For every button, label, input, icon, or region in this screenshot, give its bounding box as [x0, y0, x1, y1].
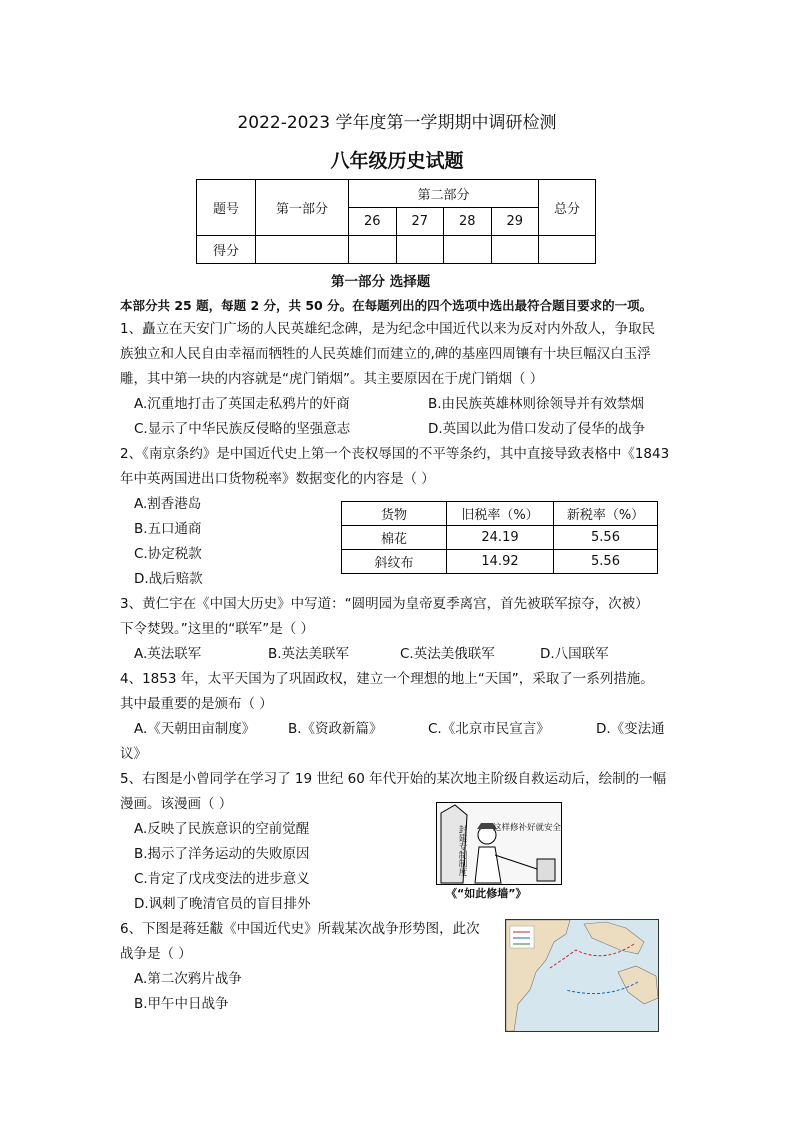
exam-title: 2022-2023 学年度第一学期期中调研检测: [237, 113, 557, 133]
q1-option-d[interactable]: D.英国以此为借口发动了侵华的战争: [428, 421, 646, 437]
section1-instructions: 本部分共 25 题，每题 2 分，共 50 分。在每题列出的四个选项中选出最符合题目要求的一项。: [120, 298, 653, 313]
score-cell[interactable]: [539, 236, 596, 264]
q2-option-d[interactable]: D.战后赔款: [134, 571, 203, 587]
q1-option-b[interactable]: B.由民族英雄林则徐领导并有效禁烟: [428, 396, 645, 412]
q3-option-a[interactable]: A.英法联军: [134, 646, 202, 662]
q4-option-c[interactable]: C.《北京市民宣言》: [428, 721, 550, 737]
cartoon-drawing: [437, 803, 561, 884]
score-cell[interactable]: [491, 236, 539, 264]
q6-line: 战争是（ ）: [120, 946, 192, 962]
q4-option-a[interactable]: A.《天朝田亩制度》: [134, 721, 256, 737]
score-table-col: 29: [491, 208, 539, 236]
tax-cell: 斜纹布: [342, 550, 447, 574]
q4-option-b[interactable]: B.《资政新篇》: [288, 721, 383, 737]
q2-line: 2、《南京条约》是中国近代史上第一个丧权辱国的不平等条约，其中直接导致表格中《1843: [120, 446, 670, 462]
tax-cell: 棉花: [342, 526, 447, 550]
cartoon-tool: [495, 855, 537, 869]
q4-line: 其中最重要的是颁布（ ）: [120, 696, 273, 712]
score-table-col: 27: [396, 208, 444, 236]
cartoon-bucket: [537, 859, 555, 881]
tax-cell: 24.19: [447, 526, 554, 550]
q4-line: 4、1853 年，太平天国为了巩固政权，建立一个理想的地上“天国”，采取了一系列措施。: [120, 671, 654, 687]
tax-rate-table: [341, 501, 658, 574]
q3-line: 下令焚毁。”这里的“联军”是（ ）: [120, 621, 315, 637]
score-table-total: 总分: [539, 180, 596, 236]
q6-option-a[interactable]: A.第二次鸦片战争: [134, 971, 242, 987]
q3-option-b[interactable]: B.英法美联军: [268, 646, 350, 662]
q5-option-a[interactable]: A.反映了民族意识的空前觉醒: [134, 821, 310, 837]
tax-header: 货物: [342, 502, 447, 526]
score-table-label-num: 题号: [197, 180, 256, 236]
map-drawing: [506, 920, 658, 1031]
q6-option-b[interactable]: B.甲午中日战争: [134, 996, 229, 1012]
score-table-col: 28: [444, 208, 492, 236]
map-legend: [510, 926, 534, 948]
q5-line: 漫画。该漫画（ ）: [120, 796, 233, 812]
q1-line: 族独立和人民自由幸福而牺牲的人民英雄们而建立的,碑的基座四周镶有十块巨幅汉白玉浮: [120, 346, 651, 362]
score-table-col: 26: [349, 208, 397, 236]
q1-line: 1、矗立在天安门广场的人民英雄纪念碑，是为纪念中国近代以来为反对内外敌人，争取民: [120, 321, 656, 337]
q2-option-c[interactable]: C.协定税款: [134, 546, 202, 562]
tax-header: 新税率（%）: [554, 502, 658, 526]
score-cell[interactable]: [349, 236, 397, 264]
q5-option-c[interactable]: C.肯定了戊戌变法的进步意义: [134, 871, 310, 887]
q1-option-c[interactable]: C.显示了中华民族反侵略的坚强意志: [134, 421, 351, 437]
wall-repair-cartoon: [436, 802, 562, 885]
q1-option-a[interactable]: A.沉重地打击了英国走私鸦片的奸商: [134, 396, 350, 412]
q1-line: 雕，其中第一块的内容就是“虎门销烟”。其主要原因在于虎门销烟（ ）: [120, 371, 544, 387]
q4-option-d[interactable]: D.《变法通: [596, 721, 665, 737]
q6-line: 6、下图是蒋廷黻《中国近代史》所载某次战争形势图，此次: [120, 921, 480, 937]
q5-option-b[interactable]: B.揭示了洋务运动的失败原因: [134, 846, 310, 862]
score-table: [196, 179, 596, 264]
score-table-part1: 第一部分: [256, 180, 349, 236]
score-cell[interactable]: [256, 236, 349, 264]
q5-option-d[interactable]: D.讽刺了晚清官员的盲目排外: [134, 896, 311, 912]
cartoon-official-body: [475, 847, 501, 883]
q3-option-d[interactable]: D.八国联军: [540, 646, 609, 662]
exam-subtitle: 八年级历史试题: [330, 150, 464, 172]
score-table-part2: 第二部分: [349, 180, 539, 208]
tax-cell: 14.92: [447, 550, 554, 574]
tax-cell: 5.56: [554, 550, 658, 574]
cartoon-wall-label: 封建专制制度: [457, 825, 467, 876]
tax-cell: 5.56: [554, 526, 658, 550]
score-table-label-score: 得分: [197, 236, 256, 264]
section1-heading: 第一部分 选择题: [331, 274, 431, 290]
cartoon-caption: 《“如此修墙”》: [446, 887, 527, 900]
tax-header: 旧税率（%）: [447, 502, 554, 526]
score-cell[interactable]: [444, 236, 492, 264]
q2-line: 年中英两国进出口货物税率》数据变化的内容是（ ）: [120, 471, 435, 487]
q5-line: 5、右图是小曾同学在学习了 19 世纪 60 年代开始的某次地主阶级自救运动后，绘制的一幅: [120, 771, 667, 787]
cartoon-bubble: 这样修补好就安全: [493, 823, 562, 833]
war-situation-map: [505, 919, 659, 1032]
score-cell[interactable]: [396, 236, 444, 264]
q3-option-c[interactable]: C.英法美俄联军: [400, 646, 495, 662]
q2-option-a[interactable]: A.割香港岛: [134, 496, 202, 512]
q3-line: 3、黄仁宇在《中国大历史》中写道：“圆明园为皇帝夏季离宫，首先被联军掠夺，次被）: [120, 596, 649, 612]
q2-option-b[interactable]: B.五口通商: [134, 521, 202, 537]
q4-option-d-tail: 议》: [120, 746, 147, 762]
